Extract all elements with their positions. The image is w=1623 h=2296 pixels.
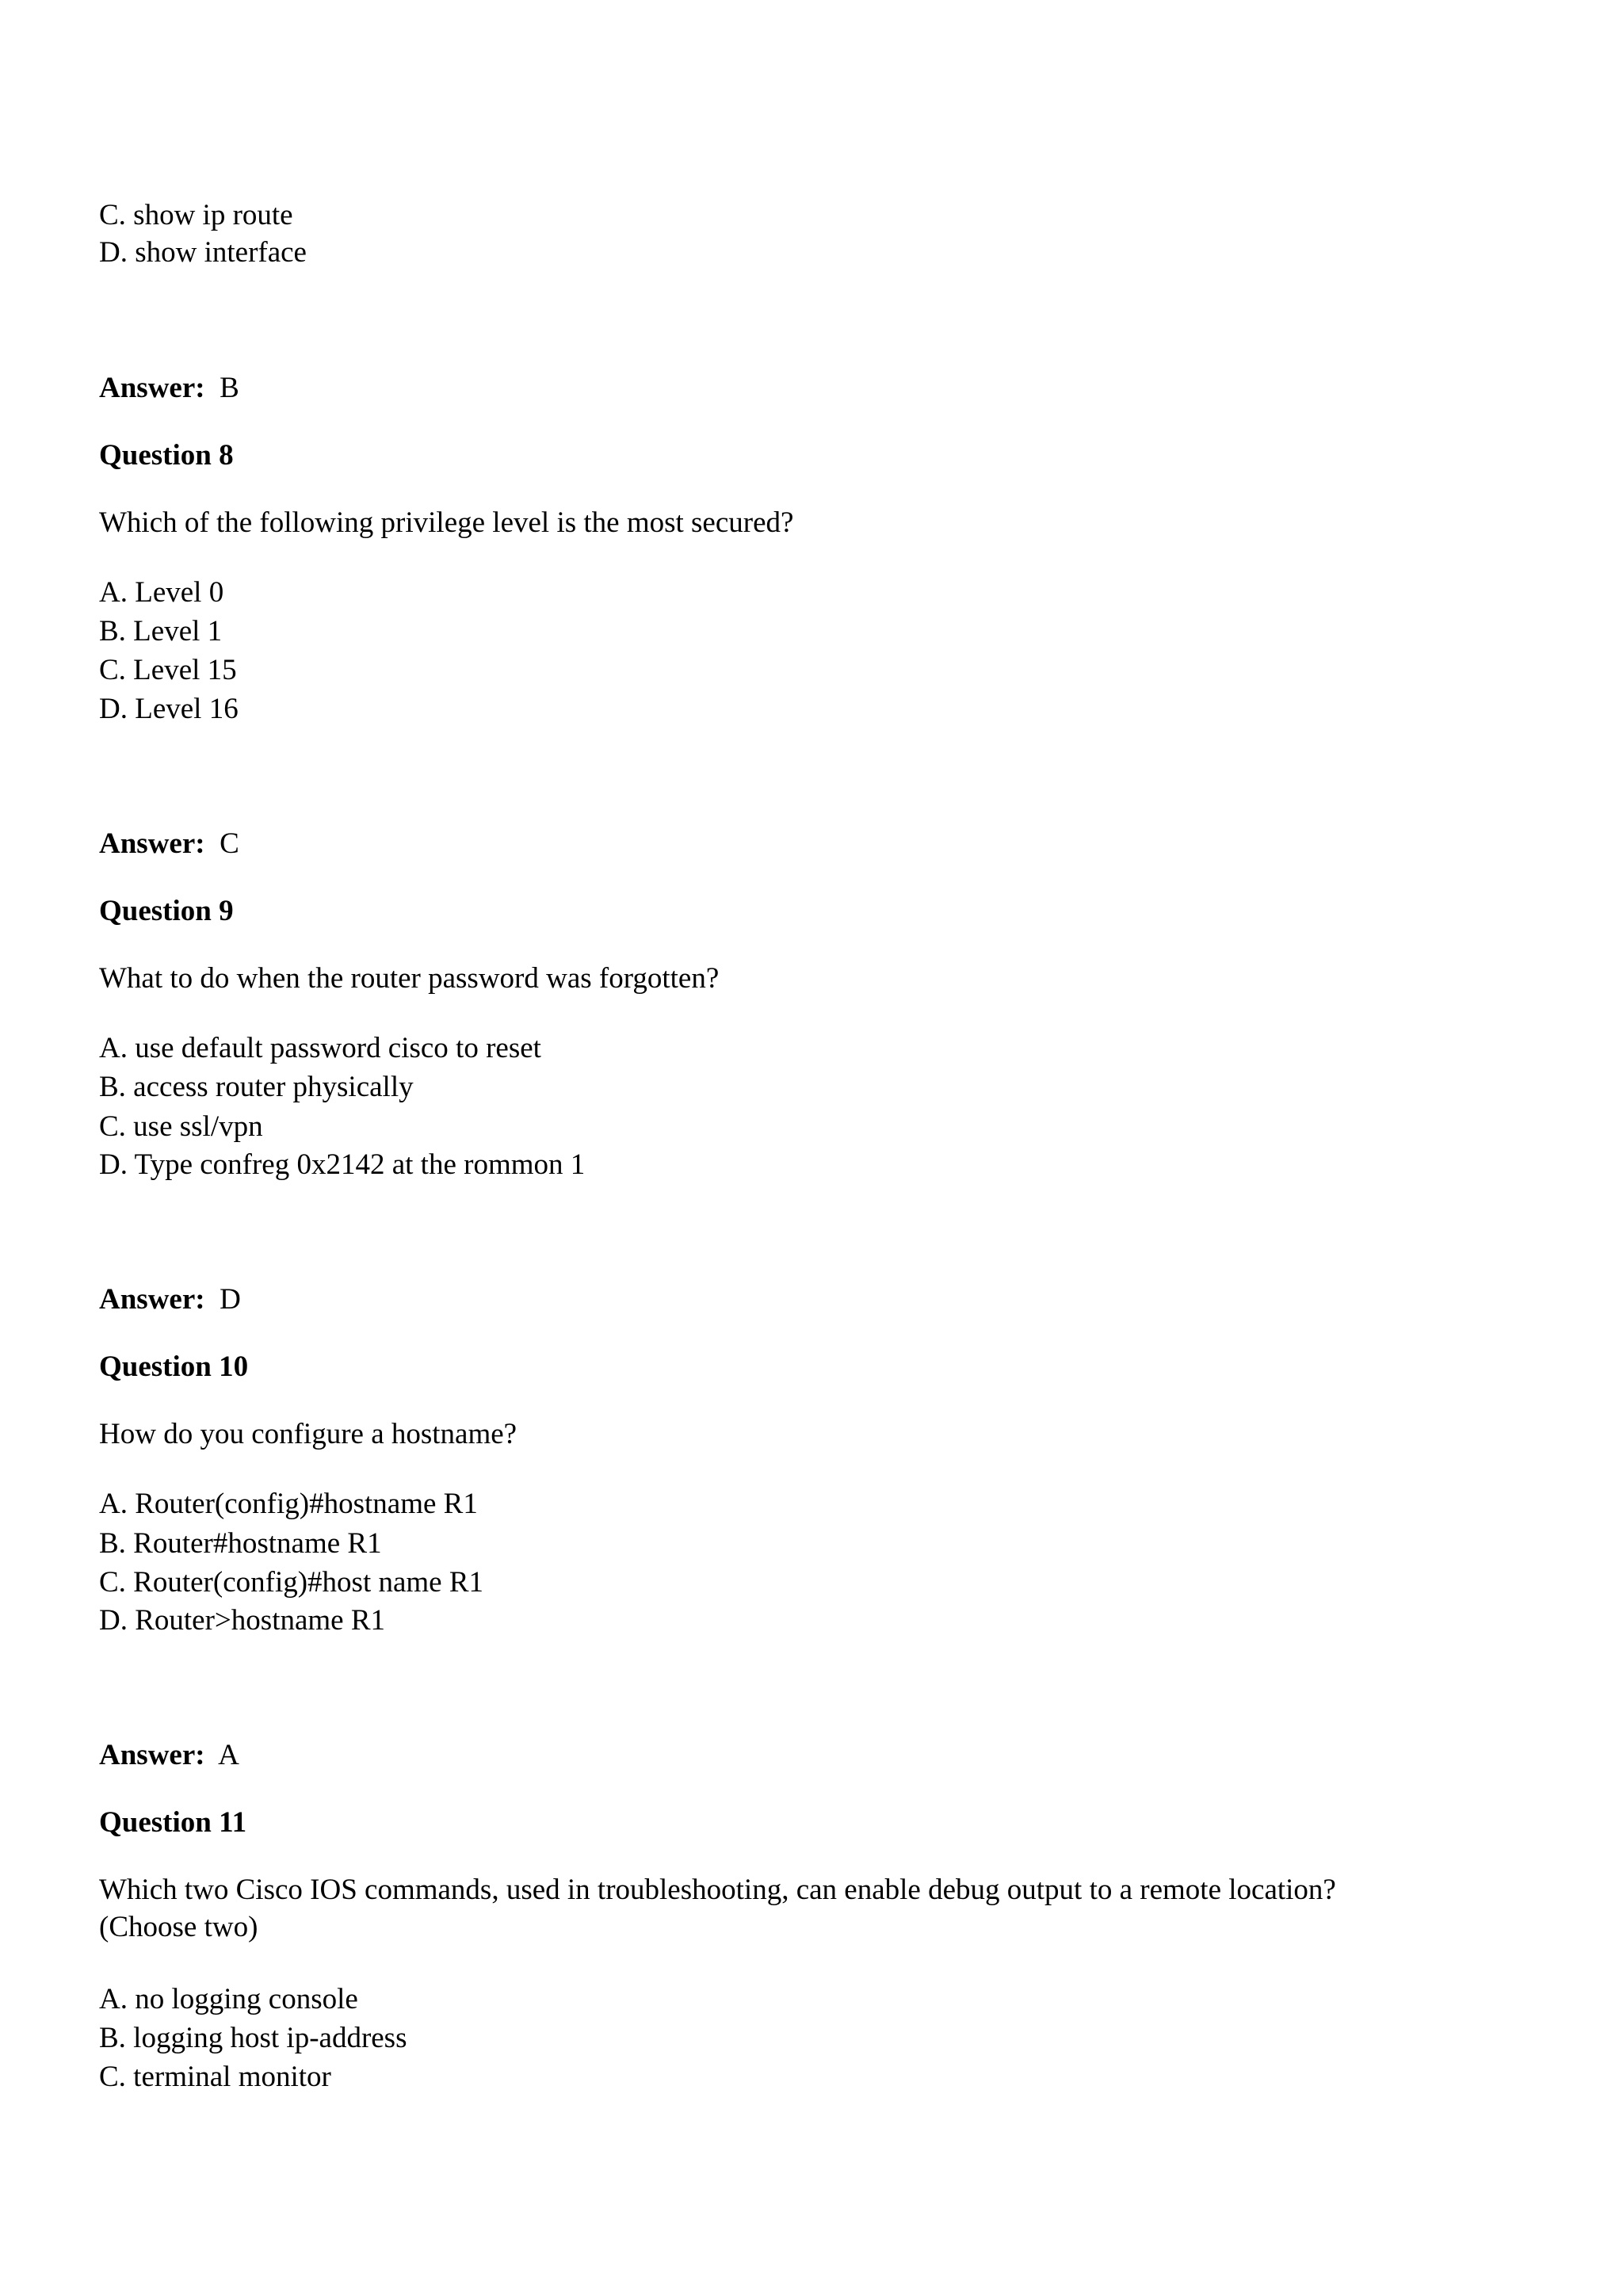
option-a: A. use default password cisco to reset bbox=[99, 1032, 541, 1064]
answer-value: C bbox=[220, 827, 239, 860]
answer-line bbox=[99, 827, 239, 861]
answer-value: D bbox=[220, 1283, 241, 1316]
question-text-continued: (Choose two) bbox=[99, 1911, 258, 1943]
option-b: B. Level 1 bbox=[99, 615, 223, 648]
answer-label: Answer: bbox=[99, 827, 205, 860]
option-d: D. Router>hostname R1 bbox=[99, 1604, 386, 1637]
question-title: Question 8 bbox=[99, 439, 234, 472]
option-a: A. Level 0 bbox=[99, 576, 224, 609]
option-a: A. Router(config)#hostname R1 bbox=[99, 1488, 478, 1520]
answer-line bbox=[99, 1738, 239, 1773]
answer-label: Answer: bbox=[99, 372, 205, 404]
option-c: C. Level 15 bbox=[99, 654, 237, 686]
answer-label: Answer: bbox=[99, 1283, 205, 1316]
answer-label: Answer: bbox=[99, 1739, 205, 1771]
question-text: What to do when the router password was forgotten? bbox=[99, 962, 720, 995]
option-b: B. access router physically bbox=[99, 1071, 414, 1103]
question-text: Which two Cisco IOS commands, used in troubleshooting, can enable debug output to a remote location? bbox=[99, 1874, 1336, 1906]
option-c: C. Router(config)#host name R1 bbox=[99, 1566, 484, 1599]
option-d: D. Type confreg 0x2142 at the rommon 1 bbox=[99, 1148, 586, 1181]
question-title: Question 11 bbox=[99, 1806, 247, 1839]
answer-value: A bbox=[218, 1739, 239, 1771]
option-a: A. no logging console bbox=[99, 1983, 358, 2015]
option-b: B. Router#hostname R1 bbox=[99, 1527, 382, 1560]
answer-line bbox=[99, 371, 239, 406]
question-text: Which of the following privilege level is the most secured? bbox=[99, 506, 794, 539]
question-title: Question 10 bbox=[99, 1350, 249, 1383]
option-d: D. Level 16 bbox=[99, 693, 239, 725]
option-c: C. terminal monitor bbox=[99, 2061, 331, 2093]
question-text: How do you configure a hostname? bbox=[99, 1418, 517, 1450]
answer-value: B bbox=[220, 372, 239, 404]
answer-line bbox=[99, 1282, 241, 1317]
option-d: D. show interface bbox=[99, 236, 307, 269]
option-b: B. logging host ip-address bbox=[99, 2022, 407, 2054]
question-title: Question 9 bbox=[99, 895, 234, 927]
option-c: C. use ssl/vpn bbox=[99, 1110, 263, 1143]
option-c: C. show ip route bbox=[99, 199, 293, 231]
